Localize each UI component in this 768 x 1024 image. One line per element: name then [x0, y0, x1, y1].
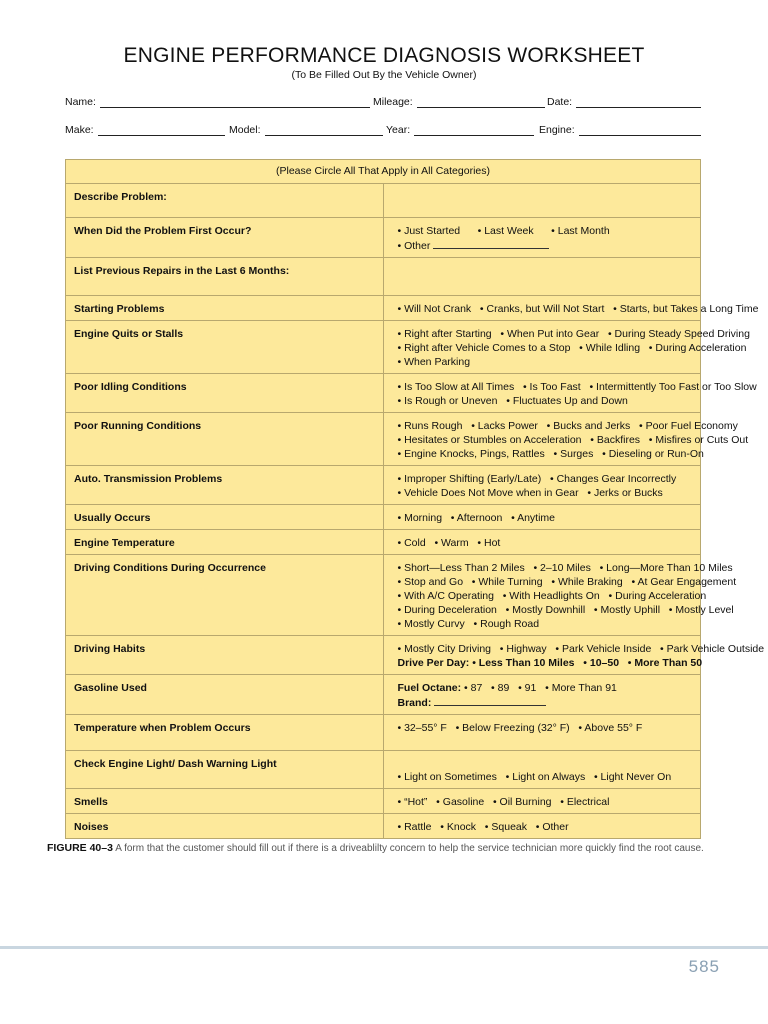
owner-info-row — [65, 96, 705, 112]
other-option-label: • Other — [397, 240, 431, 252]
other-option[interactable] — [398, 238, 693, 253]
category-row — [66, 218, 701, 258]
category-options[interactable] — [383, 555, 737, 636]
category-options[interactable] — [383, 218, 701, 258]
category-label: When Did the Problem First Occur? — [66, 218, 384, 258]
figure-caption-text: A form that the customer should fill out if there is a driveablilty concern to help the service technician more quickly find the root cause. — [115, 843, 704, 854]
category-label: Engine Quits or Stalls — [66, 321, 384, 374]
category-options[interactable] — [383, 751, 701, 789]
instruction-row — [66, 160, 701, 184]
option-line[interactable]: • Right after Starting • When Put into Gear • During Steady Speed Driving — [397, 328, 750, 340]
option-line[interactable]: • Just Started • Last Week • Last Month — [397, 225, 610, 237]
option-line[interactable]: • Short—Less Than 2 Miles • 2–10 Miles • Long—More Than 10 Miles — [397, 562, 733, 574]
category-row — [66, 258, 701, 296]
name-label: Name: — [65, 96, 96, 108]
option-line[interactable]: • Hesitates or Stumbles on Acceleration • Backfires • Misfires or Cuts Out — [397, 434, 749, 446]
category-row — [66, 505, 701, 530]
mileage-line[interactable] — [417, 96, 545, 108]
option-line[interactable]: • Is Too Slow at All Times • Is Too Fast • Intermittently Too Fast or Too Slow — [397, 381, 757, 393]
category-row — [66, 296, 701, 321]
model-line[interactable] — [265, 124, 383, 136]
category-options[interactable] — [383, 374, 757, 413]
option-line[interactable]: • Rattle • Knock • Squeak • Other — [397, 821, 569, 833]
year-field[interactable] — [386, 124, 534, 136]
make-line[interactable] — [98, 124, 225, 136]
category-options[interactable] — [383, 675, 701, 715]
brand-blank-line[interactable] — [434, 695, 546, 706]
category-options[interactable] — [383, 715, 701, 751]
category-options[interactable] — [383, 413, 749, 466]
category-row — [66, 814, 701, 839]
category-row — [66, 413, 701, 466]
option-line[interactable]: • Right after Vehicle Comes to a Stop • While Idling • During Acceleration — [397, 342, 747, 354]
category-options[interactable] — [383, 258, 701, 296]
category-label: Temperature when Problem Occurs — [66, 715, 384, 751]
option-heading: Drive Per Day: — [397, 657, 470, 669]
category-options[interactable] — [383, 530, 701, 555]
option-line[interactable]: • Morning • Afternoon • Anytime — [397, 512, 556, 524]
category-options[interactable] — [383, 184, 701, 218]
category-row — [66, 530, 701, 555]
category-options[interactable] — [383, 789, 701, 814]
engine-field[interactable] — [539, 124, 701, 136]
category-label: Engine Temperature — [66, 530, 384, 555]
category-row — [66, 374, 701, 413]
option-line[interactable] — [398, 681, 693, 695]
model-field[interactable] — [229, 124, 383, 136]
category-label: Auto. Transmission Problems — [66, 466, 384, 505]
other-blank-line[interactable] — [433, 238, 549, 249]
option-line[interactable]: • During Deceleration • Mostly Downhill • Mostly Uphill • Mostly Level — [397, 604, 734, 616]
option-line[interactable]: • Will Not Crank • Cranks, but Will Not Start • Starts, but Takes a Long Time — [397, 303, 759, 315]
year-label: Year: — [386, 124, 411, 136]
category-options[interactable] — [383, 814, 701, 839]
mileage-field[interactable] — [373, 96, 545, 108]
category-row — [66, 555, 701, 636]
category-label: Driving Habits — [66, 636, 384, 675]
category-row — [66, 184, 701, 218]
brand-label: Brand: — [397, 697, 432, 709]
brand-field[interactable] — [398, 695, 693, 710]
category-label: Poor Running Conditions — [66, 413, 384, 466]
year-line[interactable] — [414, 124, 534, 136]
option-values[interactable]: • 87 • 89 • 91 • More Than 91 — [461, 682, 617, 694]
option-line[interactable]: • Cold • Warm • Hot — [397, 537, 501, 549]
vehicle-info-row — [65, 124, 705, 140]
category-options[interactable] — [383, 321, 750, 374]
option-line[interactable]: • 32–55° F • Below Freezing (32° F) • Above 55° F — [397, 722, 643, 734]
category-label: Noises — [66, 814, 384, 839]
category-row — [66, 675, 701, 715]
option-line[interactable]: • Is Rough or Uneven • Fluctuates Up and Down — [397, 395, 628, 407]
name-line[interactable] — [100, 96, 370, 108]
footer-rule — [0, 946, 768, 949]
worksheet-title: ENGINE PERFORMANCE DIAGNOSIS WORKSHEET — [123, 44, 645, 67]
category-label: Poor Idling Conditions — [66, 374, 384, 413]
option-line[interactable]: • Light on Sometimes • Light on Always • Light Never On — [397, 771, 672, 783]
option-line[interactable]: • Stop and Go • While Turning • While Braking • At Gear Engagement — [397, 576, 737, 588]
option-line[interactable]: • Runs Rough • Lacks Power • Bucks and Jerks • Poor Fuel Economy — [397, 420, 738, 432]
category-options[interactable] — [383, 505, 701, 530]
option-line[interactable]: • Mostly Curvy • Rough Road — [397, 618, 540, 630]
category-row — [66, 751, 701, 789]
category-label: Driving Conditions During Occurrence — [66, 555, 384, 636]
category-row — [66, 715, 701, 751]
option-line[interactable]: • Improper Shifting (Early/Late) • Changes Gear Incorrectly — [397, 473, 677, 485]
category-label: Usually Occurs — [66, 505, 384, 530]
option-line[interactable]: • Engine Knocks, Pings, Rattles • Surges • Dieseling or Run-On — [397, 448, 704, 460]
category-options[interactable] — [383, 636, 765, 675]
figure-caption — [47, 840, 727, 857]
worksheet-subtitle: (To Be Filled Out By the Vehicle Owner) — [291, 69, 477, 81]
engine-label: Engine: — [539, 124, 575, 136]
date-field[interactable] — [547, 96, 701, 108]
option-line[interactable]: • Mostly City Driving • Highway • Park Vehicle Inside • Park Vehicle Outside — [397, 643, 765, 655]
option-values[interactable]: • Less Than 10 Miles • 10–50 • More Than 50 — [469, 657, 703, 669]
category-label: Check Engine Light/ Dash Warning Light — [66, 751, 384, 789]
category-label: List Previous Repairs in the Last 6 Months: — [66, 258, 384, 296]
category-options[interactable] — [383, 466, 701, 505]
category-label: Gasoline Used — [66, 675, 384, 715]
page-number: 585 — [688, 957, 720, 976]
category-options[interactable] — [383, 296, 759, 321]
date-label: Date: — [547, 96, 573, 108]
date-line[interactable] — [576, 96, 701, 108]
instruction-text: (Please Circle All That Apply in All Categories) — [66, 160, 701, 184]
mileage-label: Mileage: — [373, 96, 413, 108]
make-field[interactable] — [65, 124, 225, 136]
figure-label: FIGURE 40–3 — [47, 842, 113, 854]
category-label: Describe Problem: — [66, 184, 384, 218]
category-label: Starting Problems — [66, 296, 384, 321]
model-label: Model: — [229, 124, 261, 136]
engine-line[interactable] — [579, 124, 701, 136]
category-label: Smells — [66, 789, 384, 814]
diagnosis-table — [65, 159, 765, 839]
option-heading: Fuel Octane: — [397, 682, 462, 694]
make-label: Make: — [65, 124, 94, 136]
option-line[interactable]: • Vehicle Does Not Move when in Gear • Jerks or Bucks — [397, 487, 663, 499]
category-row — [66, 789, 701, 814]
option-line[interactable] — [397, 656, 703, 670]
category-row — [66, 321, 701, 374]
category-row — [66, 466, 701, 505]
category-row — [66, 636, 701, 675]
option-line[interactable]: • When Parking — [397, 356, 471, 368]
option-line[interactable]: • “Hot” • Gasoline • Oil Burning • Electrical — [397, 796, 610, 808]
option-line[interactable]: • With A/C Operating • With Headlights On • During Acceleration — [397, 590, 707, 602]
name-field[interactable] — [65, 96, 370, 108]
